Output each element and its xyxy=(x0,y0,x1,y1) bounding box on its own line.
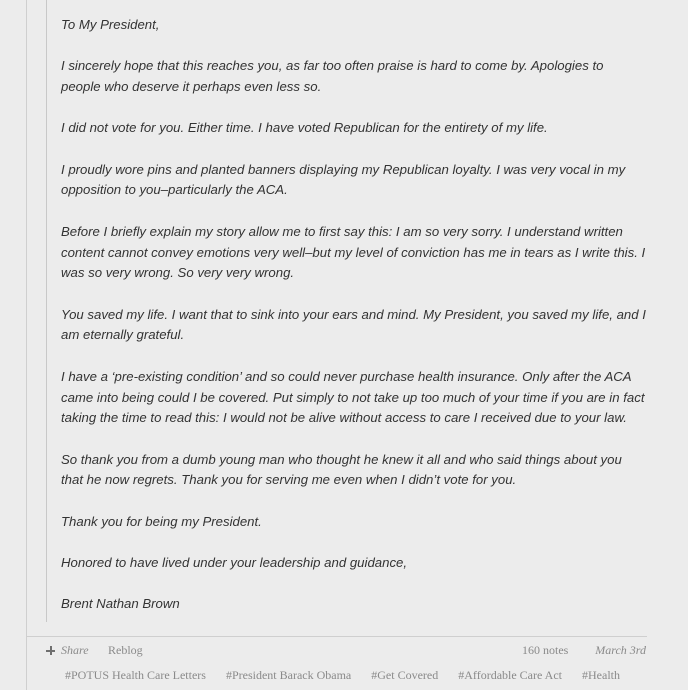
share-button[interactable] xyxy=(46,643,89,658)
tag-link[interactable]: #President Barack Obama xyxy=(225,668,352,682)
letter-salutation: To My President, xyxy=(61,17,160,32)
tag-link[interactable]: #Get Covered xyxy=(371,668,439,682)
letter-paragraph: I sincerely hope that this reaches you, as far too often praise is hard to come by. Apologies to people who deserve it perhaps even less so. xyxy=(61,58,604,95)
letter-paragraph: Before I briefly explain my story allow me to first say this: I am so very sorry. I understand written content cannot convey emotions very well–but my level of conviction has me in tears as I write this. I was so very wrong. So very very wrong. xyxy=(61,223,646,281)
letter-paragraph: You saved my life. I want that to sink into your ears and mind. My President, you saved my life, and I am eternally grateful. xyxy=(61,306,646,343)
tag-list xyxy=(65,668,637,686)
letter-paragraph: I have a ‘pre-existing condition’ and so could never purchase health insurance. Only after the ACA came into being could I be covered. Put simply to not take up too much of your time if you are in fact taking the time to read this: I would not be alive without access to care I received due to your law. xyxy=(61,368,645,426)
letter-signature: Brent Nathan Brown xyxy=(61,596,180,612)
letter-closing: Honored to have lived under your leadership and guidance, xyxy=(61,555,408,571)
tag-link[interactable]: #Affordable Care Act xyxy=(458,668,562,682)
footer-divider xyxy=(26,636,647,637)
letter-paragraph: I did not vote for you. Either time. I have voted Republican for the entirety of my life. xyxy=(61,120,548,136)
plus-icon xyxy=(46,646,55,655)
tag-link[interactable]: #POTUS Health Care Letters xyxy=(65,668,206,682)
reblog-link[interactable]: Reblog xyxy=(108,643,143,657)
letter-paragraph: So thank you from a dumb young man who thought he knew it all and who said things about you that he now regrets. Thank you for serving me even when I didn’t vote for you. xyxy=(61,451,622,488)
post-date-link[interactable]: March 3rd xyxy=(595,643,646,657)
letter-quote xyxy=(46,0,646,622)
notes-count-link[interactable]: 160 notes xyxy=(522,643,569,657)
share-label: Share xyxy=(61,643,89,657)
letter-paragraph: I proudly wore pins and planted banners displaying my Republican loyalty. I was very vocal in my opposition to you–particularly the ACA. xyxy=(61,161,626,198)
tag-link[interactable]: #Health xyxy=(582,668,620,682)
letter-paragraph: Thank you for being my President. xyxy=(61,513,262,529)
page-left-rule xyxy=(26,0,27,690)
post-footer xyxy=(46,643,646,661)
